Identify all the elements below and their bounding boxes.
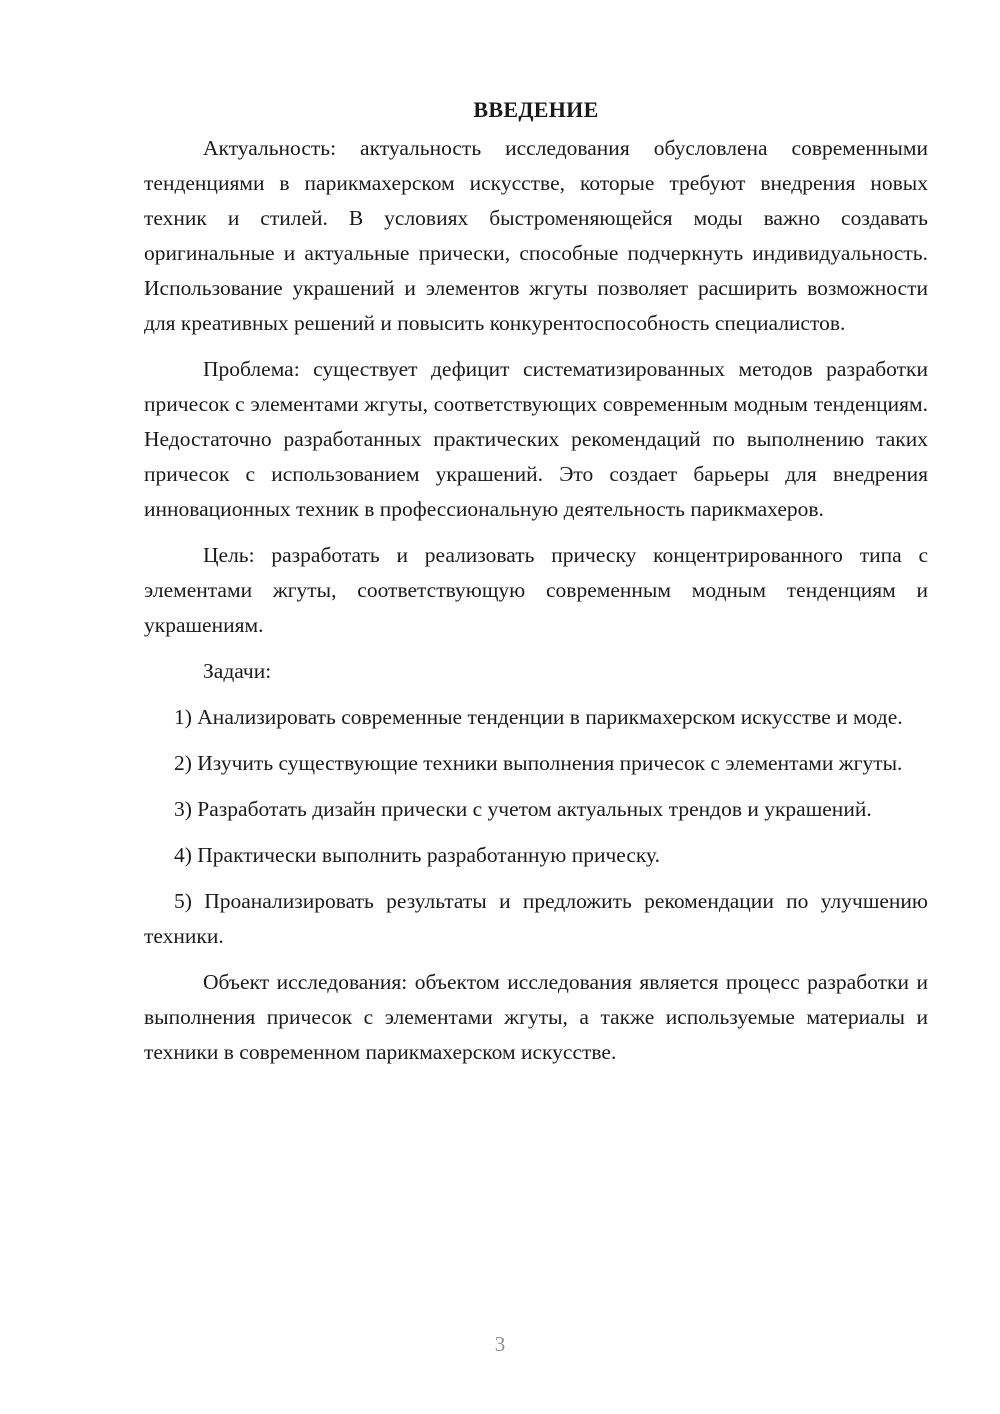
problem-paragraph: Проблема: существует дефицит систематизированных методов разработки причесок с элементами жгуты, соответствующих современным модным тенденциям. Недостаточно разработанных практических рекомендаций по выполнению таких причесок с использованием украшений. Это создает барьеры для внедрения инновационных техник в профессиональную деятельность парикмахеров. — [144, 357, 928, 521]
relevance-paragraph: Актуальность: актуальность исследования обусловлена современными тенденциями в парикмахерском искусстве, которые требуют внедрения новых техник и стилей. В условиях быстроменяющейся моды важно создавать оригинальные и актуальные прически, способные подчеркнуть индивидуальность. Использование украшений и элементов жгуты позволяет расширить возможности для креативных решений и повысить конкурентоспособность специалистов. — [144, 136, 928, 335]
document-page — [144, 92, 928, 1070]
task-item: 1) Анализировать современные тенденции в парикмахерском искусстве и моде. — [174, 705, 903, 729]
task-item: 4) Практически выполнить разработанную прическу. — [174, 843, 661, 867]
tasks-heading: Задачи: — [203, 659, 272, 683]
task-item: 3) Разработать дизайн прически с учетом актуальных трендов и украшений. — [174, 797, 872, 821]
page-title: ВВЕДЕНИЕ — [473, 97, 599, 122]
page-number: 3 — [494, 1332, 506, 1356]
goal-paragraph: Цель: разработать и реализовать прическу концентрированного типа с элементами жгуты, соответствующую современным модным тенденциям и украшениям. — [144, 543, 928, 637]
object-paragraph: Объект исследования: объектом исследования является процесс разработки и выполнения причесок с элементами жгуты, а также используемые материалы и техники в современном парикмахерском искусстве. — [144, 970, 928, 1064]
task-item: 5) Проанализировать результаты и предложить рекомендации по улучшению техники. — [144, 889, 928, 948]
task-item: 2) Изучить существующие техники выполнения причесок с элементами жгуты. — [174, 751, 903, 775]
tasks-list — [144, 700, 928, 954]
